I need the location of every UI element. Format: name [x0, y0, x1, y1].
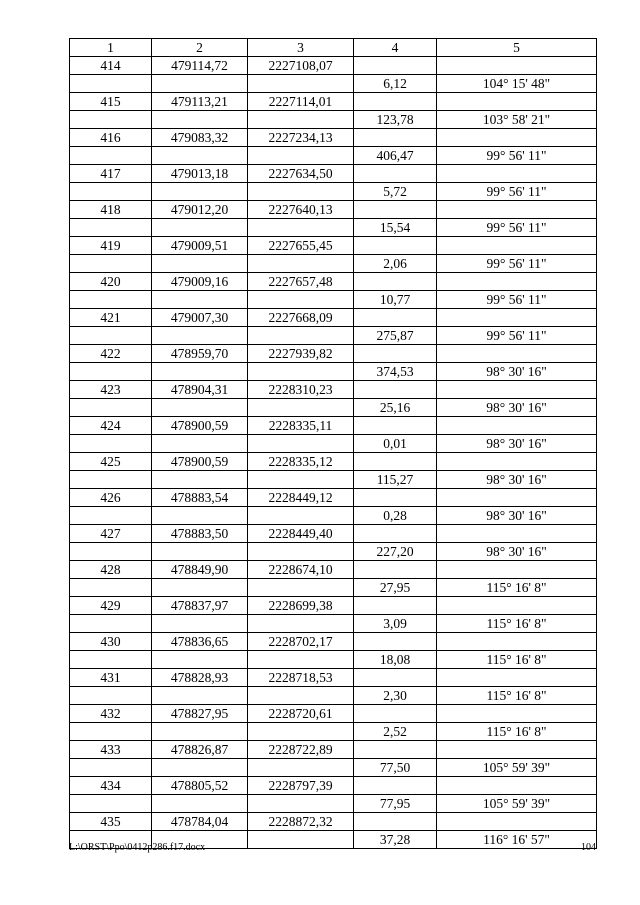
table-cell: [354, 129, 437, 147]
table-row: [70, 507, 597, 525]
table-cell: 479013,18: [152, 165, 248, 183]
table-cell: 115° 16' 8": [437, 723, 597, 741]
table-cell: 478805,52: [152, 777, 248, 795]
table-cell: [70, 723, 152, 741]
table-row: [70, 327, 597, 345]
table-cell: 430: [70, 633, 152, 651]
table-cell: 478904,31: [152, 381, 248, 399]
table-row: [70, 777, 597, 795]
table-cell: [152, 111, 248, 129]
table-cell: [152, 687, 248, 705]
table-row: [70, 561, 597, 579]
table-cell: [70, 435, 152, 453]
header-cell: 3: [248, 39, 354, 57]
table-cell: [437, 345, 597, 363]
table-body: [70, 39, 597, 849]
table-cell: [437, 237, 597, 255]
table-cell: [152, 615, 248, 633]
table-cell: 99° 56' 11": [437, 219, 597, 237]
table-row: [70, 255, 597, 273]
table-cell: [248, 435, 354, 453]
table-cell: 227,20: [354, 543, 437, 561]
table-cell: [248, 507, 354, 525]
table-cell: [354, 273, 437, 291]
table-cell: [248, 651, 354, 669]
table-cell: 98° 30' 16": [437, 471, 597, 489]
table-cell: [354, 669, 437, 687]
table-cell: 115° 16' 8": [437, 687, 597, 705]
table-row: [70, 795, 597, 813]
table-row: [70, 237, 597, 255]
table-cell: [248, 291, 354, 309]
table-cell: [437, 597, 597, 615]
table-cell: 2228702,17: [248, 633, 354, 651]
table-row: [70, 525, 597, 543]
table-cell: [248, 399, 354, 417]
table-cell: 98° 30' 16": [437, 507, 597, 525]
table-cell: 2228718,53: [248, 669, 354, 687]
table-cell: [248, 183, 354, 201]
table-cell: 98° 30' 16": [437, 399, 597, 417]
table-cell: 2228720,61: [248, 705, 354, 723]
table-cell: 420: [70, 273, 152, 291]
table-cell: 99° 56' 11": [437, 291, 597, 309]
table-cell: 426: [70, 489, 152, 507]
table-row: [70, 129, 597, 147]
table-cell: 428: [70, 561, 152, 579]
table-cell: 434: [70, 777, 152, 795]
table-cell: 0,01: [354, 435, 437, 453]
table-cell: 424: [70, 417, 152, 435]
table-cell: 427: [70, 525, 152, 543]
table-row: [70, 471, 597, 489]
table-cell: 3,09: [354, 615, 437, 633]
table-cell: [70, 471, 152, 489]
table-cell: [437, 489, 597, 507]
table-cell: [70, 579, 152, 597]
table-row: [70, 309, 597, 327]
coordinates-table: [69, 38, 597, 849]
table-cell: 99° 56' 11": [437, 147, 597, 165]
table-cell: [70, 399, 152, 417]
table-cell: 478827,95: [152, 705, 248, 723]
table-cell: 0,28: [354, 507, 437, 525]
table-row: [70, 417, 597, 435]
table-cell: [354, 93, 437, 111]
table-cell: [437, 273, 597, 291]
table-cell: [354, 705, 437, 723]
table-cell: 37,28: [354, 831, 437, 849]
table-row: [70, 111, 597, 129]
table-cell: [248, 471, 354, 489]
table-cell: 478883,50: [152, 525, 248, 543]
table-cell: [152, 219, 248, 237]
table-cell: 479113,21: [152, 93, 248, 111]
table-cell: [354, 597, 437, 615]
table-cell: [354, 309, 437, 327]
table-cell: 105° 59' 39": [437, 759, 597, 777]
table-cell: [354, 237, 437, 255]
table-cell: 99° 56' 11": [437, 255, 597, 273]
header-cell: 2: [152, 39, 248, 57]
table-cell: [354, 57, 437, 75]
table-cell: 479114,72: [152, 57, 248, 75]
table-cell: [152, 795, 248, 813]
table-cell: 2227657,48: [248, 273, 354, 291]
table-cell: 419: [70, 237, 152, 255]
table-cell: 2227114,01: [248, 93, 354, 111]
header-cell: 4: [354, 39, 437, 57]
table-cell: [248, 615, 354, 633]
table-cell: [152, 471, 248, 489]
table-cell: 415: [70, 93, 152, 111]
table-row: [70, 579, 597, 597]
table-cell: 435: [70, 813, 152, 831]
header-cell: 5: [437, 39, 597, 57]
table-row: [70, 273, 597, 291]
table-cell: 99° 56' 11": [437, 327, 597, 345]
table-cell: [70, 183, 152, 201]
table-cell: [70, 111, 152, 129]
table-row: [70, 723, 597, 741]
table-cell: [70, 507, 152, 525]
table-cell: 478900,59: [152, 417, 248, 435]
table-cell: 6,12: [354, 75, 437, 93]
table-cell: 478836,65: [152, 633, 248, 651]
table-cell: [248, 147, 354, 165]
table-cell: [152, 255, 248, 273]
table-cell: [70, 291, 152, 309]
table-cell: [248, 543, 354, 561]
table-cell: [248, 327, 354, 345]
table-header-row: [70, 39, 597, 57]
table-cell: [354, 777, 437, 795]
table-cell: 77,95: [354, 795, 437, 813]
table-row: [70, 489, 597, 507]
table-cell: [152, 435, 248, 453]
table-cell: 115,27: [354, 471, 437, 489]
table-cell: [70, 219, 152, 237]
table-cell: 2228797,39: [248, 777, 354, 795]
table-cell: 2227655,45: [248, 237, 354, 255]
table-cell: 422: [70, 345, 152, 363]
table-cell: 77,50: [354, 759, 437, 777]
table-cell: 27,95: [354, 579, 437, 597]
table-cell: [152, 723, 248, 741]
table-row: [70, 183, 597, 201]
table-cell: [354, 633, 437, 651]
table-cell: 115° 16' 8": [437, 579, 597, 597]
table-cell: [70, 615, 152, 633]
table-cell: 478828,93: [152, 669, 248, 687]
table-cell: [70, 543, 152, 561]
table-row: [70, 345, 597, 363]
table-cell: [437, 93, 597, 111]
table-cell: [152, 363, 248, 381]
table-row: [70, 57, 597, 75]
table-cell: 2227634,50: [248, 165, 354, 183]
table-cell: [354, 813, 437, 831]
table-cell: [152, 399, 248, 417]
table-cell: 479009,51: [152, 237, 248, 255]
table-cell: [248, 111, 354, 129]
table-cell: [437, 741, 597, 759]
table-row: [70, 291, 597, 309]
table-cell: 478826,87: [152, 741, 248, 759]
table-cell: 98° 30' 16": [437, 363, 597, 381]
table-cell: [354, 453, 437, 471]
table-cell: [437, 381, 597, 399]
table-cell: 2228335,11: [248, 417, 354, 435]
table-cell: [437, 525, 597, 543]
table-cell: 425: [70, 453, 152, 471]
table-cell: [437, 417, 597, 435]
table-cell: [152, 291, 248, 309]
table-cell: 2228310,23: [248, 381, 354, 399]
table-row: [70, 543, 597, 561]
table-cell: 432: [70, 705, 152, 723]
table-cell: 10,77: [354, 291, 437, 309]
table-cell: 2228722,89: [248, 741, 354, 759]
table-row: [70, 201, 597, 219]
table-cell: 479007,30: [152, 309, 248, 327]
table-row: [70, 705, 597, 723]
table-cell: [70, 363, 152, 381]
table-cell: [248, 363, 354, 381]
table-cell: [248, 255, 354, 273]
table-cell: 2227234,13: [248, 129, 354, 147]
table-cell: [152, 147, 248, 165]
table-cell: 2228674,10: [248, 561, 354, 579]
table-cell: [437, 633, 597, 651]
table-cell: [70, 795, 152, 813]
table-cell: 478900,59: [152, 453, 248, 471]
table-cell: 103° 58' 21": [437, 111, 597, 129]
table-row: [70, 633, 597, 651]
table-row: [70, 453, 597, 471]
table-cell: [70, 759, 152, 777]
table-cell: 414: [70, 57, 152, 75]
table-cell: 2,30: [354, 687, 437, 705]
table-cell: 2228449,12: [248, 489, 354, 507]
table-cell: [248, 579, 354, 597]
table-cell: [437, 669, 597, 687]
table-cell: [354, 561, 437, 579]
table-cell: 433: [70, 741, 152, 759]
table-cell: [248, 687, 354, 705]
header-cell: 1: [70, 39, 152, 57]
table-cell: 2228335,12: [248, 453, 354, 471]
table-cell: [354, 525, 437, 543]
table-cell: [437, 453, 597, 471]
table-row: [70, 597, 597, 615]
table-cell: 421: [70, 309, 152, 327]
table-cell: [152, 183, 248, 201]
table-cell: 99° 56' 11": [437, 183, 597, 201]
table-cell: 478784,04: [152, 813, 248, 831]
table-cell: 416: [70, 129, 152, 147]
table-cell: [70, 147, 152, 165]
table-cell: [248, 219, 354, 237]
table-cell: 115° 16' 8": [437, 615, 597, 633]
table-cell: 98° 30' 16": [437, 435, 597, 453]
table-cell: 275,87: [354, 327, 437, 345]
table-cell: [152, 75, 248, 93]
table-cell: 429: [70, 597, 152, 615]
table-cell: [354, 201, 437, 219]
table-cell: [152, 543, 248, 561]
table-row: [70, 687, 597, 705]
table-cell: [437, 165, 597, 183]
table-cell: 478959,70: [152, 345, 248, 363]
table-row: [70, 813, 597, 831]
table-row: [70, 147, 597, 165]
table-cell: [354, 345, 437, 363]
table-row: [70, 381, 597, 399]
table-cell: 2227668,09: [248, 309, 354, 327]
table-cell: [70, 327, 152, 345]
table-cell: [437, 561, 597, 579]
table-row: [70, 759, 597, 777]
table-cell: [248, 723, 354, 741]
table-cell: 479012,20: [152, 201, 248, 219]
table-cell: 406,47: [354, 147, 437, 165]
table-cell: [248, 75, 354, 93]
table-cell: [437, 705, 597, 723]
table-cell: [437, 129, 597, 147]
table-cell: [354, 381, 437, 399]
table-cell: 2,06: [354, 255, 437, 273]
table-cell: [152, 759, 248, 777]
table-row: [70, 741, 597, 759]
table-cell: [437, 309, 597, 327]
table-cell: [248, 795, 354, 813]
table-cell: 25,16: [354, 399, 437, 417]
table-cell: [354, 489, 437, 507]
table-cell: [152, 507, 248, 525]
table-cell: [152, 327, 248, 345]
table-cell: 479009,16: [152, 273, 248, 291]
table-row: [70, 75, 597, 93]
table-row: [70, 435, 597, 453]
table-cell: 478837,97: [152, 597, 248, 615]
table-row: [70, 651, 597, 669]
table-cell: 2227939,82: [248, 345, 354, 363]
table-cell: 479083,32: [152, 129, 248, 147]
table-cell: 2228699,38: [248, 597, 354, 615]
table-cell: 2228872,32: [248, 813, 354, 831]
table-cell: [70, 75, 152, 93]
table-cell: 374,53: [354, 363, 437, 381]
table-cell: 423: [70, 381, 152, 399]
table-cell: 2,52: [354, 723, 437, 741]
table-cell: [70, 255, 152, 273]
table-row: [70, 615, 597, 633]
table-cell: 116° 16' 57": [437, 831, 597, 849]
table-cell: 2228449,40: [248, 525, 354, 543]
table-cell: 2227640,13: [248, 201, 354, 219]
table-cell: 15,54: [354, 219, 437, 237]
footer-page-number: 104: [581, 842, 596, 853]
table-row: [70, 165, 597, 183]
table-cell: [437, 57, 597, 75]
table-cell: [248, 831, 354, 849]
table-cell: [354, 417, 437, 435]
table-cell: 417: [70, 165, 152, 183]
table-cell: [70, 687, 152, 705]
table-row: [70, 399, 597, 417]
table-cell: [437, 777, 597, 795]
footer-file-path: L:\ORST\Ppo\0412p286.f17.docx: [69, 842, 206, 853]
table-row: [70, 363, 597, 381]
table-row: [70, 93, 597, 111]
table-row: [70, 669, 597, 687]
table-cell: 104° 15' 48": [437, 75, 597, 93]
table-cell: [248, 759, 354, 777]
table-cell: 2227108,07: [248, 57, 354, 75]
table-cell: 98° 30' 16": [437, 543, 597, 561]
table-cell: 431: [70, 669, 152, 687]
table-cell: [354, 741, 437, 759]
table-cell: 123,78: [354, 111, 437, 129]
table-row: [70, 219, 597, 237]
table-cell: [437, 813, 597, 831]
table-cell: 5,72: [354, 183, 437, 201]
table-cell: [152, 651, 248, 669]
table-cell: 18,08: [354, 651, 437, 669]
table-cell: 478849,90: [152, 561, 248, 579]
table-cell: [437, 201, 597, 219]
table-cell: 418: [70, 201, 152, 219]
table-cell: 478883,54: [152, 489, 248, 507]
table-cell: [152, 579, 248, 597]
table-cell: 105° 59' 39": [437, 795, 597, 813]
table-cell: [70, 651, 152, 669]
table-cell: [354, 165, 437, 183]
table-cell: 115° 16' 8": [437, 651, 597, 669]
